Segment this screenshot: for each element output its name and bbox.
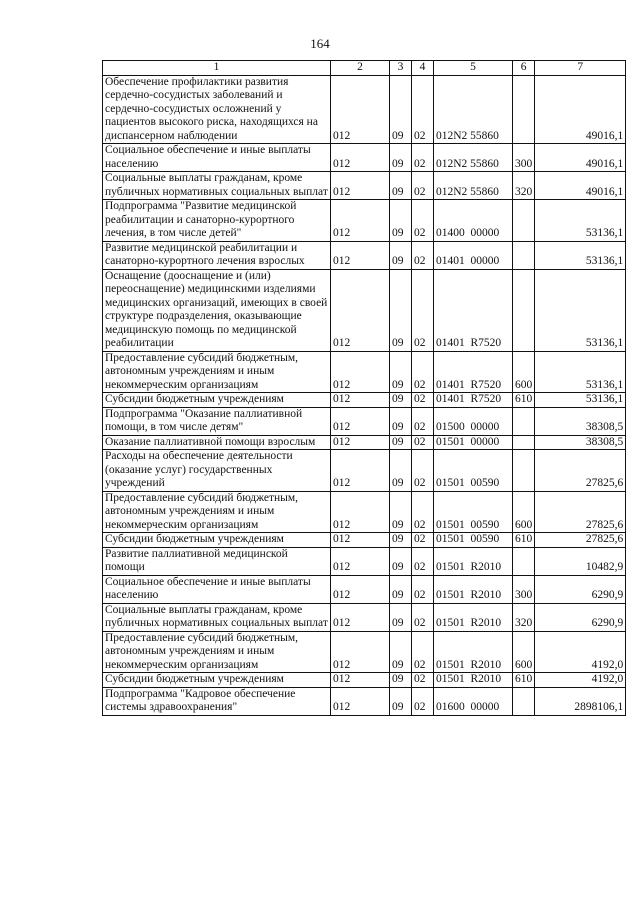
amount-cell: 49016,1	[535, 144, 626, 172]
row-name-cell: Развитие паллиативной медицинской помощи	[103, 547, 331, 575]
code-ministry-cell: 012	[331, 575, 390, 603]
amount-cell: 6290,9	[535, 603, 626, 631]
row-name-cell: Подпрограмма "Кадровое обеспечение системы здравоохранения"	[103, 687, 331, 715]
table-row	[103, 687, 626, 715]
row-name-cell: Предоставление субсидий бюджетным, автономным учреждениям и иным некоммерческим организациям	[103, 351, 331, 393]
code-target-cell: 01501 00590	[434, 450, 513, 492]
table-row	[103, 603, 626, 631]
code-expense-type-cell: 300	[513, 144, 535, 172]
code-subsection-cell: 02	[412, 393, 434, 408]
code-expense-type-cell	[513, 450, 535, 492]
table-row	[103, 547, 626, 575]
code-target-cell: 01400 00000	[434, 200, 513, 242]
code-subsection-cell: 02	[412, 547, 434, 575]
row-name-cell: Предоставление субсидий бюджетным, автономным учреждениям и иным некоммерческим организациям	[103, 491, 331, 533]
header-row	[103, 61, 626, 76]
code-ministry-cell: 012	[331, 407, 390, 435]
code-target-cell: 01401 R7520	[434, 269, 513, 351]
amount-cell: 53136,1	[535, 241, 626, 269]
row-name-cell: Субсидии бюджетным учреждениям	[103, 533, 331, 548]
row-name-cell: Предоставление субсидий бюджетным, автономным учреждениям и иным некоммерческим организациям	[103, 631, 331, 673]
amount-cell: 38308,5	[535, 435, 626, 450]
code-target-cell: 01501 00590	[434, 533, 513, 548]
table-row	[103, 269, 626, 351]
code-section-cell: 09	[390, 673, 412, 688]
code-target-cell: 01501 R2010	[434, 547, 513, 575]
amount-cell: 4192,0	[535, 631, 626, 673]
code-expense-type-cell: 320	[513, 172, 535, 200]
row-name-cell: Развитие медицинской реабилитации и санаторно-курортного лечения взрослых	[103, 241, 331, 269]
table-row	[103, 435, 626, 450]
code-subsection-cell: 02	[412, 241, 434, 269]
amount-cell: 27825,6	[535, 450, 626, 492]
code-expense-type-cell: 600	[513, 491, 535, 533]
code-ministry-cell: 012	[331, 200, 390, 242]
code-ministry-cell: 012	[331, 547, 390, 575]
code-expense-type-cell: 610	[513, 393, 535, 408]
code-expense-type-cell: 600	[513, 631, 535, 673]
header-cell: 5	[434, 61, 513, 76]
code-section-cell: 09	[390, 407, 412, 435]
amount-cell: 53136,1	[535, 269, 626, 351]
code-section-cell: 09	[390, 631, 412, 673]
code-subsection-cell: 02	[412, 435, 434, 450]
row-name-cell: Социальные выплаты гражданам, кроме публичных нормативных социальных выплат	[103, 603, 331, 631]
code-expense-type-cell: 610	[513, 673, 535, 688]
amount-cell: 27825,6	[535, 491, 626, 533]
header-cell: 6	[513, 61, 535, 76]
header-cell: 4	[412, 61, 434, 76]
table-row	[103, 673, 626, 688]
code-target-cell: 01500 00000	[434, 407, 513, 435]
code-target-cell: 012N2 55860	[434, 144, 513, 172]
row-name-cell: Подпрограмма "Оказание паллиативной помощи, в том числе детям"	[103, 407, 331, 435]
code-target-cell: 01501 00000	[434, 435, 513, 450]
code-section-cell: 09	[390, 491, 412, 533]
code-ministry-cell: 012	[331, 172, 390, 200]
page-number: 164	[310, 36, 330, 51]
amount-cell: 53136,1	[535, 393, 626, 408]
table-row	[103, 144, 626, 172]
code-expense-type-cell	[513, 407, 535, 435]
code-ministry-cell: 012	[331, 533, 390, 548]
row-name-cell: Социальные выплаты гражданам, кроме публичных нормативных социальных выплат	[103, 172, 331, 200]
row-name-cell: Субсидии бюджетным учреждениям	[103, 673, 331, 688]
table-row	[103, 241, 626, 269]
code-expense-type-cell: 320	[513, 603, 535, 631]
table-row	[103, 393, 626, 408]
code-section-cell: 09	[390, 533, 412, 548]
code-subsection-cell: 02	[412, 603, 434, 631]
code-subsection-cell: 02	[412, 407, 434, 435]
code-expense-type-cell	[513, 435, 535, 450]
amount-cell: 6290,9	[535, 575, 626, 603]
row-name-cell: Социальное обеспечение и иные выплаты населению	[103, 144, 331, 172]
code-ministry-cell: 012	[331, 491, 390, 533]
code-target-cell: 01501 00590	[434, 491, 513, 533]
row-name-cell: Расходы на обеспечение деятельности (оказание услуг) государственных учреждений	[103, 450, 331, 492]
code-ministry-cell: 012	[331, 435, 390, 450]
code-target-cell: 01501 R2010	[434, 673, 513, 688]
code-expense-type-cell	[513, 241, 535, 269]
row-name-cell: Подпрограмма "Развитие медицинской реабилитации и санаторно-курортного лечения, в том числе детей"	[103, 200, 331, 242]
table-row	[103, 75, 626, 144]
code-target-cell: 01401 R7520	[434, 393, 513, 408]
code-expense-type-cell	[513, 547, 535, 575]
row-name-cell: Оказание паллиативной помощи взрослым	[103, 435, 331, 450]
code-ministry-cell: 012	[331, 687, 390, 715]
row-name-cell: Обеспечение профилактики развития сердечно-сосудистых заболеваний и сердечно-сосудистых осложнений у пациентов высокого риска, находящихся на диспансерном наблюдении	[103, 75, 331, 144]
code-target-cell: 01501 R2010	[434, 575, 513, 603]
code-subsection-cell: 02	[412, 269, 434, 351]
code-subsection-cell: 02	[412, 172, 434, 200]
code-section-cell: 09	[390, 393, 412, 408]
code-target-cell: 012N2 55860	[434, 172, 513, 200]
code-ministry-cell: 012	[331, 631, 390, 673]
code-section-cell: 09	[390, 687, 412, 715]
code-section-cell: 09	[390, 435, 412, 450]
code-section-cell: 09	[390, 450, 412, 492]
header-cell: 2	[331, 61, 390, 76]
code-target-cell: 012N2 55860	[434, 75, 513, 144]
code-expense-type-cell: 610	[513, 533, 535, 548]
code-expense-type-cell	[513, 200, 535, 242]
code-subsection-cell: 02	[412, 575, 434, 603]
code-expense-type-cell: 600	[513, 351, 535, 393]
code-target-cell: 01501 R2010	[434, 631, 513, 673]
code-ministry-cell: 012	[331, 241, 390, 269]
code-ministry-cell: 012	[331, 603, 390, 631]
code-expense-type-cell	[513, 269, 535, 351]
code-subsection-cell: 02	[412, 533, 434, 548]
amount-cell: 38308,5	[535, 407, 626, 435]
code-section-cell: 09	[390, 547, 412, 575]
code-section-cell: 09	[390, 241, 412, 269]
table-row	[103, 351, 626, 393]
code-expense-type-cell: 300	[513, 575, 535, 603]
code-ministry-cell: 012	[331, 393, 390, 408]
code-ministry-cell: 012	[331, 351, 390, 393]
code-subsection-cell: 02	[412, 631, 434, 673]
code-section-cell: 09	[390, 575, 412, 603]
row-name-cell: Оснащение (дооснащение и (или) переоснащение) медицинскими изделиями медицинских организаций, имеющих в своей структуре подразделения, оказывающие медицинскую помощь по медицинской реабилитации	[103, 269, 331, 351]
table-row	[103, 172, 626, 200]
row-name-cell: Субсидии бюджетным учреждениям	[103, 393, 331, 408]
code-section-cell: 09	[390, 200, 412, 242]
amount-cell: 10482,9	[535, 547, 626, 575]
header-cell: 3	[390, 61, 412, 76]
table-row	[103, 533, 626, 548]
code-subsection-cell: 02	[412, 200, 434, 242]
code-subsection-cell: 02	[412, 491, 434, 533]
code-section-cell: 09	[390, 269, 412, 351]
header-cell: 7	[535, 61, 626, 76]
code-section-cell: 09	[390, 144, 412, 172]
table-row	[103, 575, 626, 603]
code-target-cell: 01501 R2010	[434, 603, 513, 631]
code-expense-type-cell	[513, 75, 535, 144]
code-ministry-cell: 012	[331, 450, 390, 492]
code-target-cell: 01600 00000	[434, 687, 513, 715]
code-subsection-cell: 02	[412, 144, 434, 172]
code-ministry-cell: 012	[331, 144, 390, 172]
code-target-cell: 01401 00000	[434, 241, 513, 269]
code-target-cell: 01401 R7520	[434, 351, 513, 393]
row-name-cell: Социальное обеспечение и иные выплаты населению	[103, 575, 331, 603]
table-row	[103, 450, 626, 492]
budget-table	[102, 60, 626, 716]
table-row	[103, 491, 626, 533]
amount-cell: 49016,1	[535, 172, 626, 200]
code-section-cell: 09	[390, 172, 412, 200]
code-ministry-cell: 012	[331, 673, 390, 688]
code-section-cell: 09	[390, 75, 412, 144]
amount-cell: 27825,6	[535, 533, 626, 548]
amount-cell: 4192,0	[535, 673, 626, 688]
table-row	[103, 200, 626, 242]
code-subsection-cell: 02	[412, 75, 434, 144]
table-row	[103, 407, 626, 435]
amount-cell: 49016,1	[535, 75, 626, 144]
code-subsection-cell: 02	[412, 351, 434, 393]
table-row	[103, 631, 626, 673]
code-subsection-cell: 02	[412, 450, 434, 492]
code-expense-type-cell	[513, 687, 535, 715]
header-cell: 1	[103, 61, 331, 76]
code-section-cell: 09	[390, 603, 412, 631]
code-section-cell: 09	[390, 351, 412, 393]
amount-cell: 53136,1	[535, 351, 626, 393]
amount-cell: 53136,1	[535, 200, 626, 242]
code-ministry-cell: 012	[331, 75, 390, 144]
code-subsection-cell: 02	[412, 673, 434, 688]
code-subsection-cell: 02	[412, 687, 434, 715]
code-ministry-cell: 012	[331, 269, 390, 351]
amount-cell: 2898106,1	[535, 687, 626, 715]
